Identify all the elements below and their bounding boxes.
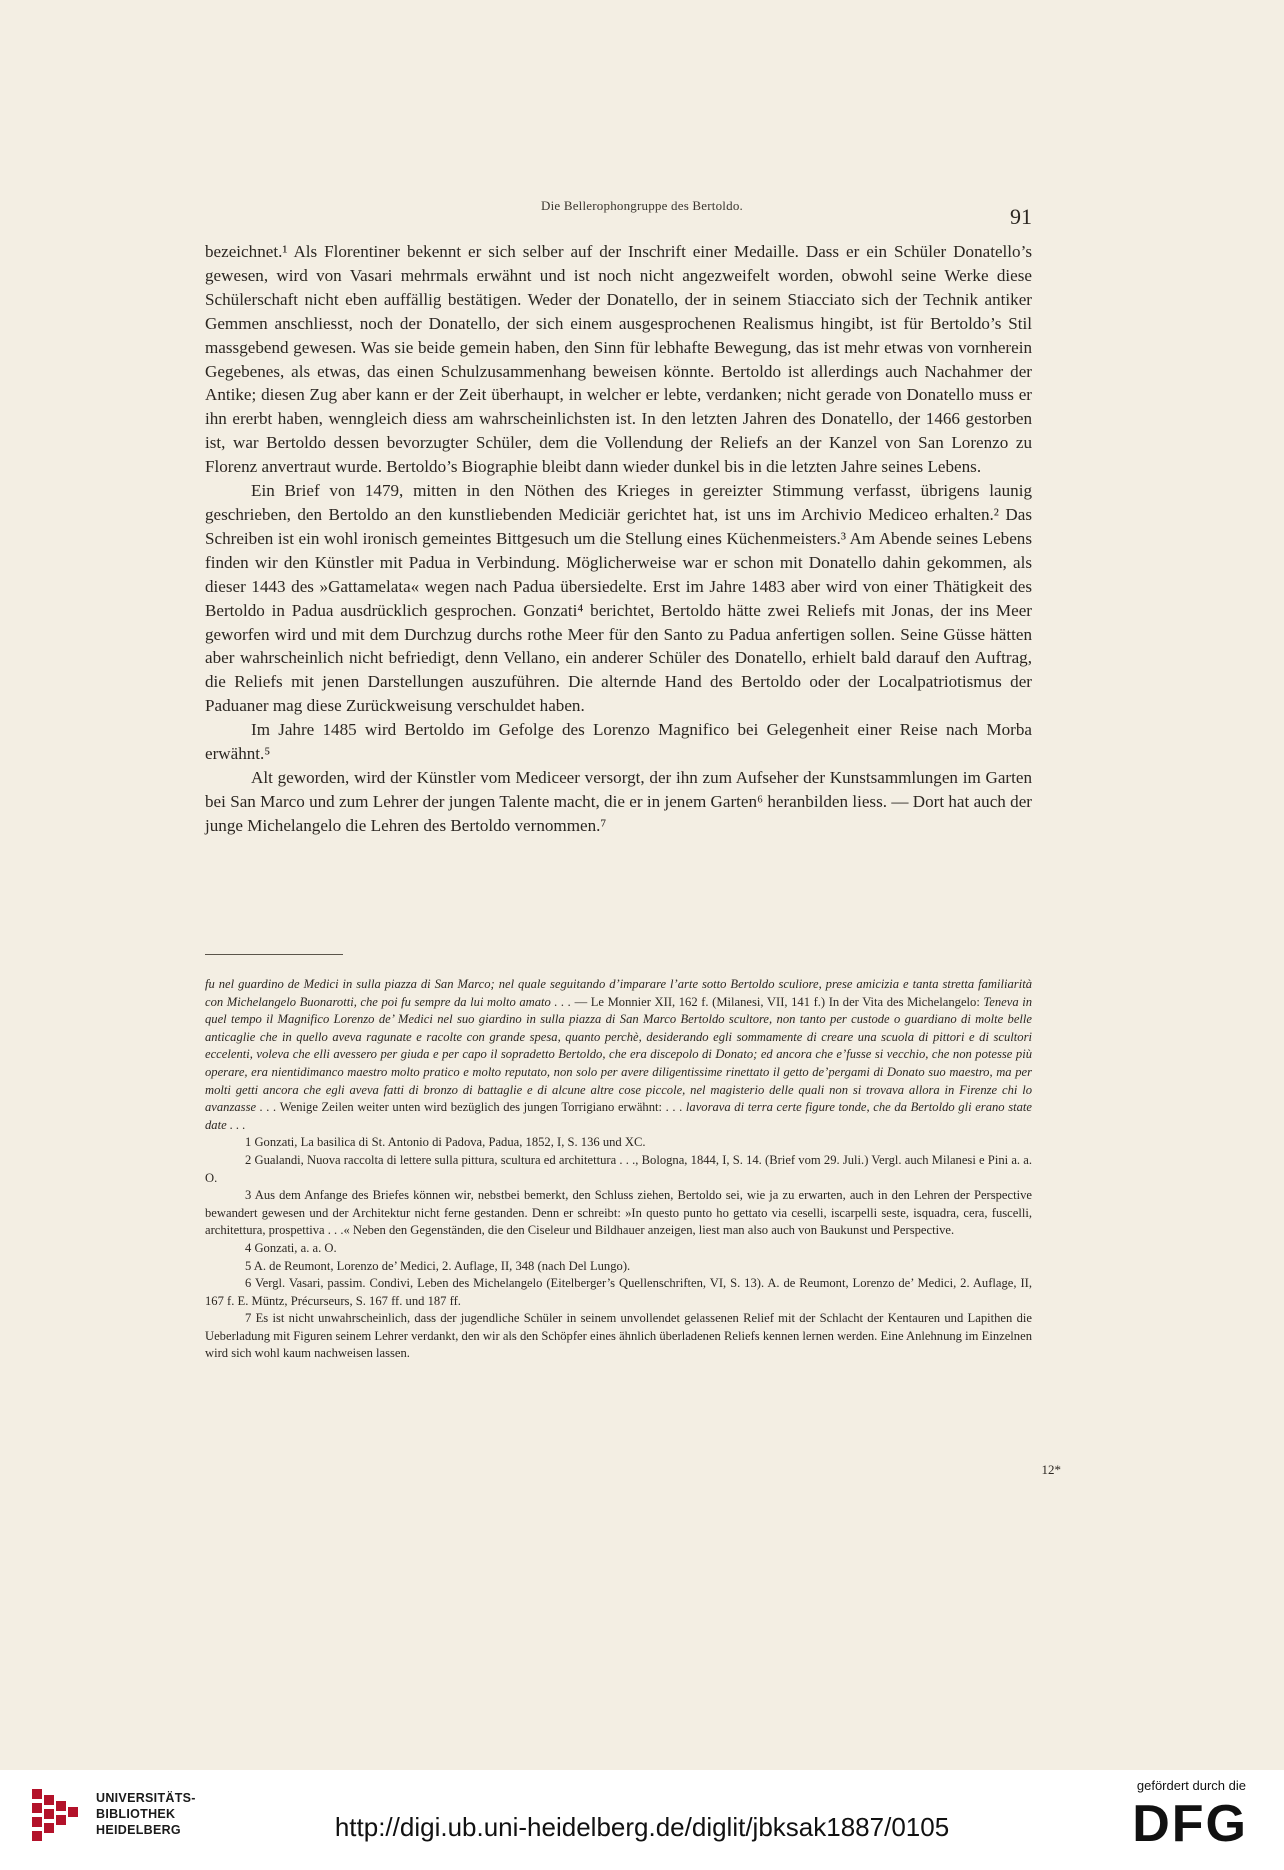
page-number: 91 [1010, 204, 1032, 229]
footnote-5: 5 A. de Reumont, Lorenzo de’ Medici, 2. Auflage, II, 348 (nach Del Lungo). [245, 1258, 631, 1273]
permalink-url[interactable]: http://digi.ub.uni-heidelberg.de/diglit/jbksak1887/0105 [334, 1812, 950, 1842]
italian-quote-1: fu nel guardino de Medici in sulla piazza di San Marco; nel quale seguitando d’imparare l’arte sotto Bertoldo sculiore, prese amicizia e tanta stretta familiarità con Michelangelo Buonarotti, che poi fu sempre da lui molto amato . . . [205, 977, 1032, 1009]
signature-mark: 12* [1041, 1462, 1061, 1477]
footnote-4: 4 Gonzati, a. a. O. [245, 1240, 337, 1255]
italian-quote-2: Teneva in quel tempo il Magnifico Lorenzo de’ Medici nel suo giardino in sulla piazza di San Marco Bertoldo scultore, non tanto per custode o guardiano di molte belle anticaglie che in quello aveva ragunate e racolte con grande spesa, quanto perchè, desiderando egli sommamente di creare una scuola di pittori e di scultori eccelenti, voleva che elli avessero per giuda e per capo il sopradetto Bertoldo, che era discepolo di Donato; ed ancora che e’fusse si vecchio, che non potesse più operare, era nientidimanco maestro molto pratico e molto reputato, non solo per avere diligentissime rinettato il getto de’pergami di Donato suo maestro, ma per molti getti ancora che egli aveva fatti di bronzo di battaglie e di alcune altre cose piccole, nel magisterio delle quali non si trovava allora in Firenze chi lo avanzasse . . . [205, 994, 1032, 1115]
library-name-line-1: UNIVERSITÄTS- [96, 1791, 196, 1805]
body-text [205, 240, 1032, 838]
footnote-continuation [205, 976, 1032, 1134]
paragraph-1: bezeichnet.¹ Als Florentiner bekennt er sich selber auf der Inschrift einer Medaille. Dass er ein Schüler Donatello’s gewesen, wird von Vasari mehrmals erwähnt und ist noch nicht angezweifelt worden, obwohl seine Werke diese Schülerschaft nicht eben auffällig bestätigen. Weder der Donatello, der in seinem Stiacciato sich der Technik antiker Gemmen anschliesst, noch der Donatello, der sich einem ausgesprochenen Realismus hingibt, ist für Bertoldo’s Stil massgebend gewesen. Was sie beide gemein haben, den Sinn für lebhafte Bewegung, das ist mehr etwas von vornherein Gegebenes, als etwas, das einen Schulzusammenhang beweisen könnte. Bertoldo ist allerdings auch Nachahmer der Antike; diesen Zug aber kann er der Zeit überhaupt, in welcher er lebte, verdanken; nicht gerade von Donatello muss er ihn ererbt haben, wenngleich diess am wahrscheinlichsten ist. In den letzten Jahren des Donatello, der 1466 gestorben ist, war Bertoldo dessen bevorzugter Schüler, dem die Vollendung der Reliefs an der Kanzel von San Lorenzo zu Florenz anvertraut wurde. Bertoldo’s Biographie bleibt dann wieder dunkel bis in die letzten Jahre seines Lebens. [205, 242, 1032, 477]
funding-note: gefördert durch die [1136, 1778, 1246, 1793]
paragraph-2: Ein Brief von 1479, mitten in den Nöthen des Krieges in gereizter Stimmung verfasst, übrigens launig geschrieben, den Bertoldo an den kunstliebenden Mediciär gerichtet hat, ist uns im Archivio Mediceo erhalten.² Das Schreiben ist ein wohl ironisch gemeintes Bittgesuch um die Stellung eines Küchenmeisters.³ Am Abende seines Lebens finden wir den Künstler mit Padua in Verbindung. Möglicherweise war er schon mit Donatello dahin gekommen, als dieser 1443 des »Gattamelata« wegen nach Padua übersiedelte. Erst im Jahre 1483 aber wird von einer Thätigkeit des Bertoldo in Padua ausdrücklich gesprochen. Gonzati⁴ berichtet, Bertoldo hätte zwei Reliefs mit Jonas, der ins Meer geworfen wird und mit dem Durchzug durchs rothe Meer für den Santo zu Padua anfertigen sollen. Seine Güsse hätten aber wahrscheinlich nicht befriedigt, denn Vellano, ein anderer Schüler des Donatello, erhielt bald darauf den Auftrag, die Reliefs mit jenen Darstellungen auszuführen. Die alternde Hand des Bertoldo oder der Localpatriotismus der Paduaner mag diese Zurückweisung verschuldet haben. [205, 481, 1032, 716]
library-name-line-3: HEIDELBERG [96, 1823, 181, 1837]
paragraph-4: Alt geworden, wird der Künstler vom Mediceer versorgt, der ihn zum Aufseher der Kunstsammlungen im Garten bei San Marco und zum Lehrer der jungen Talente macht, die er in jenem Garten⁶ heranbilden liess. — Dort hat auch der junge Michelangelo die Lehren des Bertoldo vernommen.⁷ [205, 767, 1032, 835]
footnote-source-1: — Le Monnier XII, 162 f. (Milanesi, VII, 141 f.) In der Vita des Michelangelo: [570, 994, 984, 1009]
footnote-1: 1 Gonzati, La basilica di St. Antonio di Padova, Padua, 1852, I, S. 136 und XC. [245, 1135, 646, 1150]
footnote-divider [205, 954, 343, 955]
footnote-3: 3 Aus dem Anfange des Briefes können wir, nebstbei bemerkt, den Schluss ziehen, Bertoldo sei, wie ja zu erwarten, auch in den Lehren der Perspective bewandert gewesen und der Architektur nicht ferne gestanden. Denn er schreibt: »In questo punto ho gettato via ceselli, iscarpelli seste, isquadra, cera, fuscelli, architettura, prospettiva . . .« Neben den Gegenständen, die den Ciseleur und Bildhauer anzeigen, liest man also auch von Baukunst und Perspective. [205, 1188, 1032, 1238]
italian-quote-3: lavorava di terra certe figure tonde, che da Bertoldo gli erano state date . . . [205, 1100, 1032, 1132]
footnote-2: 2 Gualandi, Nuova raccolta di lettere sulla pittura, scultura ed architettura . . ., Bologna, 1844, I, S. 14. (Brief vom 29. Juli.) Vergl. auch Milanesi e Pini a. a. O. [205, 1152, 1032, 1185]
footnote-source-2: Wenige Zeilen weiter unten wird bezüglich des jungen Torrigiano erwähnt: . . . [276, 1100, 686, 1115]
digitization-footer [0, 1770, 1284, 1870]
paragraph-3: Im Jahre 1485 wird Bertoldo im Gefolge des Lorenzo Magnifico bei Gelegenheit einer Reise nach Morba erwähnt.⁵ [205, 720, 1032, 764]
library-name-line-2: BIBLIOTHEK [96, 1807, 176, 1821]
dfg-logo: DFG [1132, 1795, 1248, 1853]
footnote-7: 7 Es ist nicht unwahrscheinlich, dass der jugendliche Schüler in seinem unvollendet gelassenen Relief mit der Schlacht der Kentauren und Lapithen die Ueberladung mit Figuren seinem Lehrer verdankt, den wir als den Schöpfer eines ähnlich überladenen Reliefs kennen lernen werden. Eine Anlehnung im Einzelnen wird sich wohl kaum nachweisen lassen. [205, 1311, 1032, 1361]
running-title: Die Bellerophongruppe des Bertoldo. [541, 198, 743, 213]
footnote-6: 6 Vergl. Vasari, passim. Condivi, Leben des Michelangelo (Eitelberger’s Quellenschriften, VI, S. 13). A. de Reumont, Lorenzo de’ Medici, 2. Auflage, II, 167 f. E. Müntz, Précurseurs, S. 167 ff. und 187 ff. [205, 1276, 1032, 1308]
footnotes [205, 976, 1032, 1363]
